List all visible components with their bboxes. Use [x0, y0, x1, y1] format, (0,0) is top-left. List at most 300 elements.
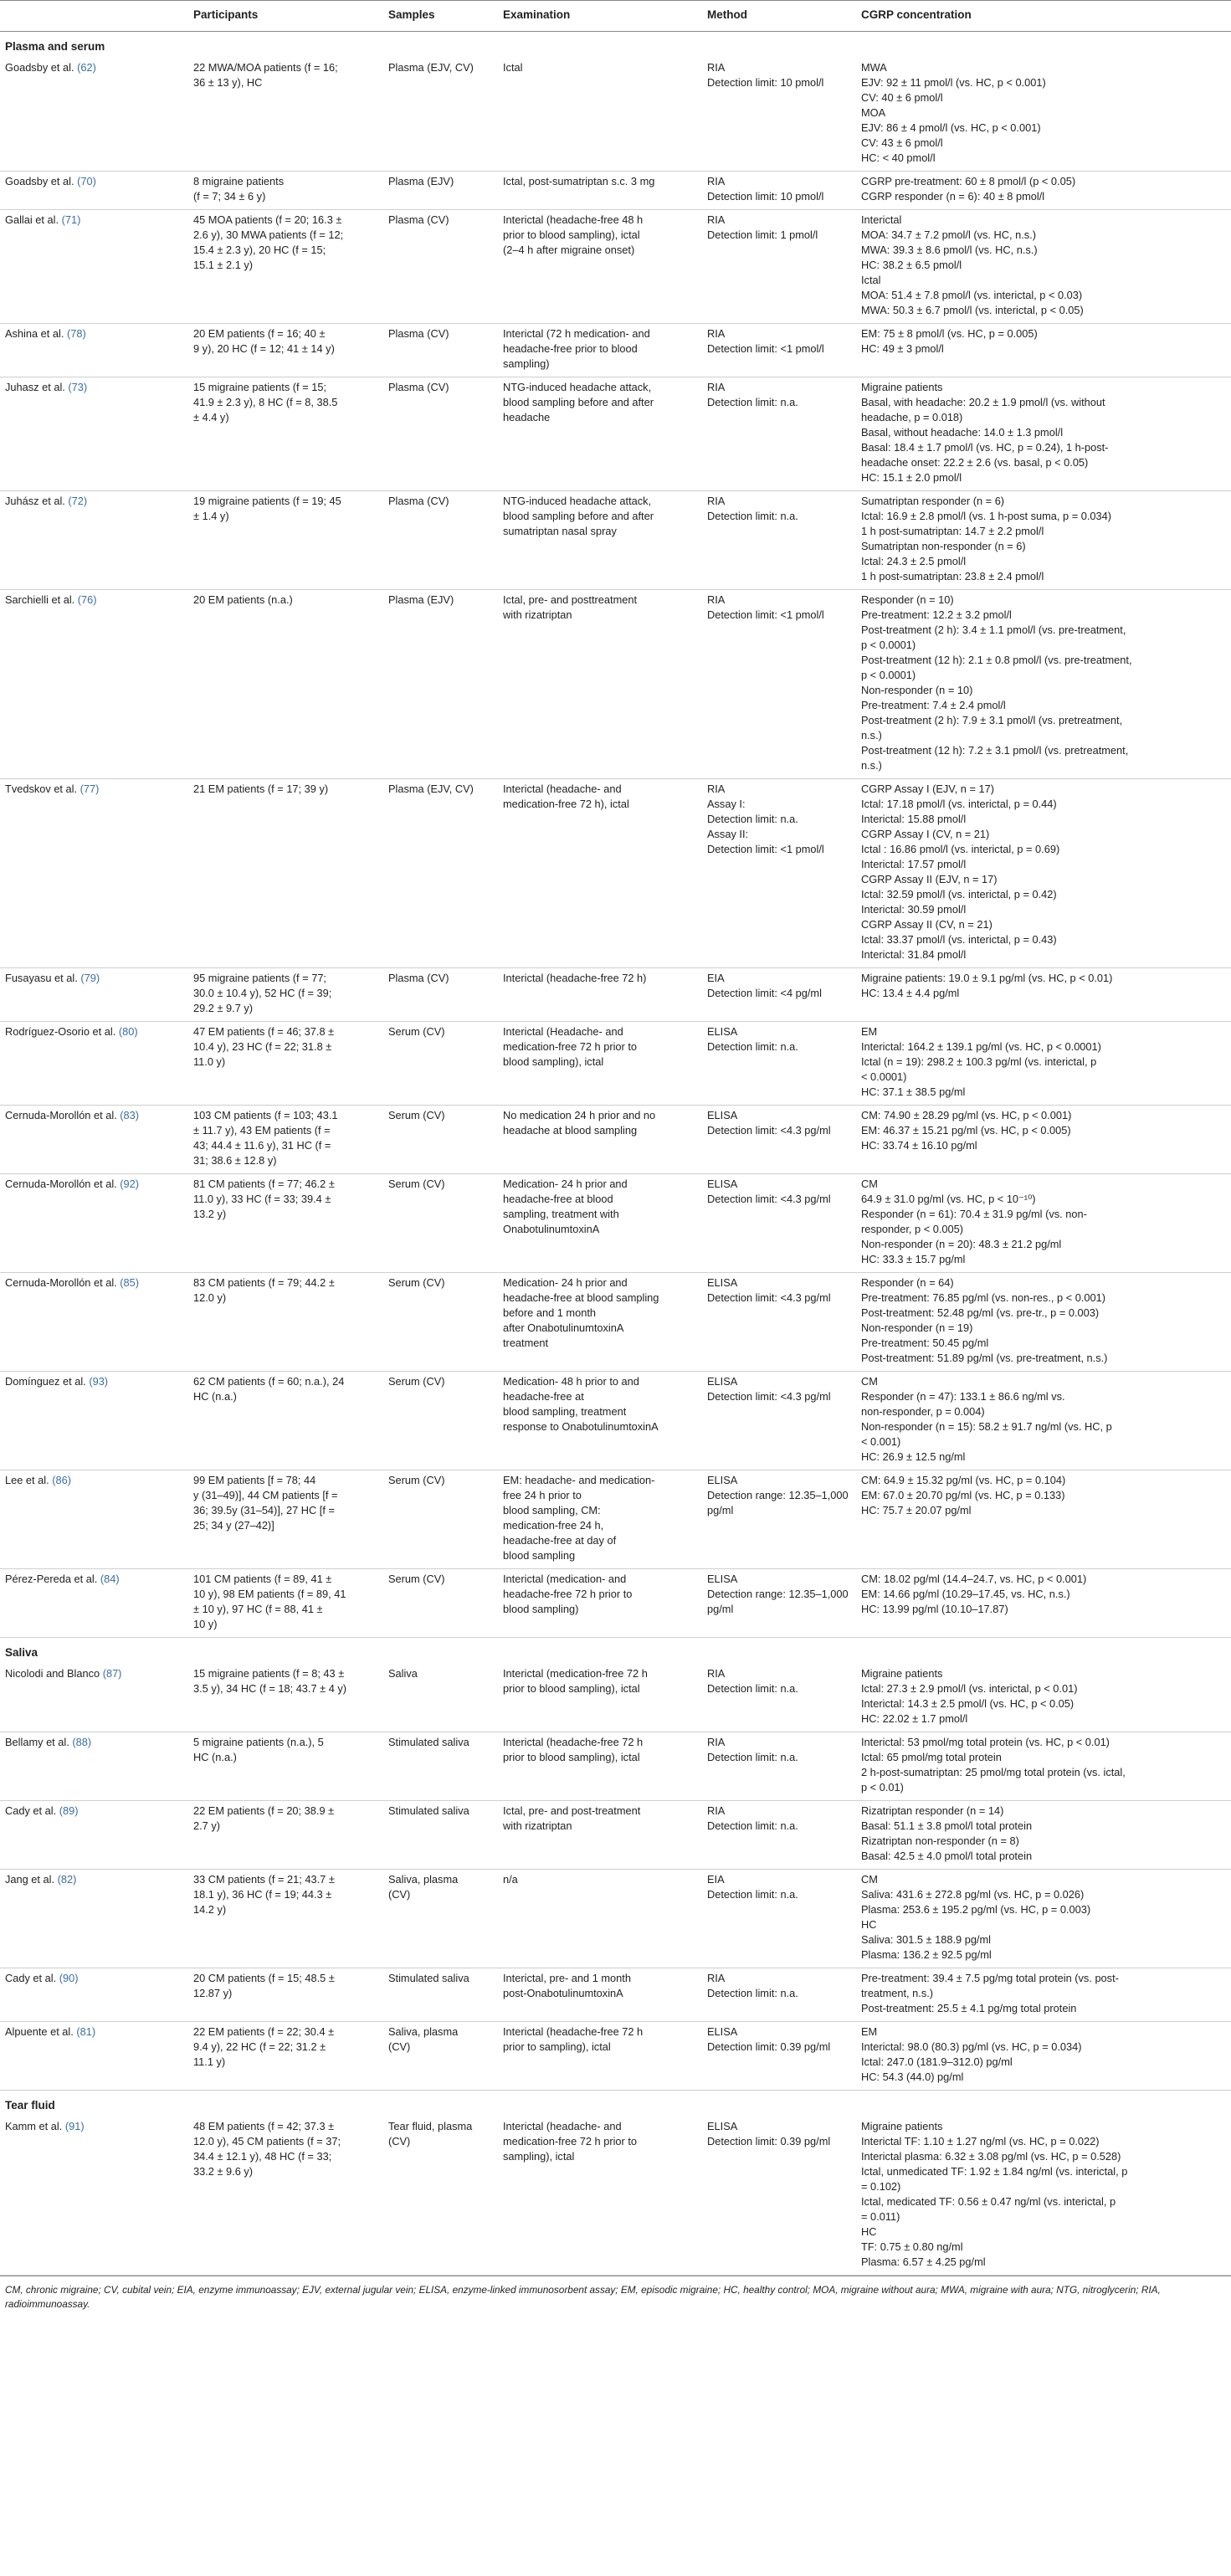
method-cell — [702, 1106, 856, 1174]
cgrp-cell-line: Pre-treatment: 50.45 pg/ml — [861, 1337, 989, 1349]
participants-cell-line: 103 CM patients (f = 103; 43.1 — [193, 1109, 338, 1121]
cgrp-cell-line: Ictal: 247.0 (181.9–312.0) pg/ml — [861, 2055, 1013, 2068]
participants-cell-line: 22 MWA/MOA patients (f = 16; — [193, 61, 338, 74]
samples-cell — [383, 1870, 498, 1968]
cgrp-cell — [856, 491, 1231, 590]
study-author: Tvedskov et al. — [5, 783, 78, 795]
cgrp-cell-line: HC: 22.02 ± 1.7 pmol/l — [861, 1712, 968, 1725]
cgrp-cell-line: EM: 67.0 ± 20.70 pg/ml (vs. HC, p = 0.133) — [861, 1489, 1065, 1501]
participants-cell-line: 95 migraine patients (f = 77; — [193, 972, 326, 984]
cgrp-cell-line: = 0.102) — [861, 2180, 901, 2193]
method-cell-line: Detection limit: n.a. — [707, 1040, 798, 1053]
table-row — [0, 1801, 1231, 1870]
examination-cell-line: headache-free prior to blood — [503, 342, 638, 355]
examination-cell-line: Ictal — [503, 61, 523, 74]
reference-link[interactable]: (80) — [118, 1025, 138, 1038]
cgrp-cell-line: Plasma: 6.57 ± 4.25 pg/ml — [861, 2255, 986, 2268]
examination-cell-line: NTG-induced headache attack, — [503, 381, 652, 393]
participants-cell-line: 11.0 y), 33 HC (f = 33; 39.4 ± — [193, 1193, 331, 1205]
examination-cell — [498, 1174, 702, 1273]
study-cell — [0, 1569, 188, 1638]
participants-cell-line: 62 CM patients (f = 60; n.a.), 24 — [193, 1375, 345, 1388]
cgrp-cell — [856, 1106, 1231, 1174]
cgrp-cell-line: Basal: 18.4 ± 1.7 pmol/l (vs. HC, p = 0.24), 1 h-post- — [861, 441, 1109, 454]
method-cell-line: ELISA — [707, 1474, 738, 1486]
table-row — [0, 590, 1231, 779]
study-author: Juhász et al. — [5, 495, 65, 507]
table-row — [0, 1732, 1231, 1801]
participants-cell-line: 30.0 ± 10.4 y), 52 HC (f = 39; — [193, 987, 332, 999]
examination-cell-line: blood sampling — [503, 1549, 576, 1562]
study-cell — [0, 779, 188, 968]
method-cell-line: EIA — [707, 972, 725, 984]
study-author: Jang et al. — [5, 1873, 55, 1886]
cgrp-cell-line: Plasma: 253.6 ± 195.2 pg/ml (vs. HC, p = 0.003) — [861, 1903, 1091, 1916]
method-cell — [702, 58, 856, 172]
study-author: Nicolodi and Blanco — [5, 1667, 100, 1680]
method-cell-line: Assay II: — [707, 828, 749, 840]
samples-cell-line: Tear fluid, plasma — [388, 2120, 473, 2132]
cgrp-cell — [856, 1022, 1231, 1106]
method-cell — [702, 1569, 856, 1638]
cgrp-cell-line: EM: 14.66 pg/ml (10.29–17.45, vs. HC, n.s.) — [861, 1588, 1070, 1600]
participants-cell-line: HC (n.a.) — [193, 1751, 237, 1763]
cgrp-cell-line: MOA: 51.4 ± 7.8 pmol/l (vs. interictal, p < 0.03) — [861, 289, 1083, 301]
method-cell-line: EIA — [707, 1873, 725, 1886]
cgrp-cell-line: Responder (n = 61): 70.4 ± 31.9 pg/ml (vs. non- — [861, 1208, 1087, 1220]
study-cell — [0, 968, 188, 1022]
examination-cell-line: headache — [503, 411, 551, 423]
reference-link[interactable]: (62) — [77, 61, 96, 74]
cgrp-cell-line: CM — [861, 1375, 878, 1388]
cgrp-cell-line: Interictal — [861, 213, 902, 226]
cgrp-cell-line: Pre-treatment: 39.4 ± 7.5 pg/mg total protein (vs. post- — [861, 1972, 1119, 1984]
samples-cell-line: (CV) — [388, 2135, 411, 2148]
cgrp-cell-line: Pre-treatment: 7.4 ± 2.4 pmol/l — [861, 699, 1006, 711]
samples-cell — [383, 1022, 498, 1106]
samples-cell — [383, 968, 498, 1022]
cgrp-cell — [856, 779, 1231, 968]
examination-cell-line: headache-free at — [503, 1390, 584, 1403]
examination-cell — [498, 779, 702, 968]
cgrp-cell-line: Pre-treatment: 76.85 pg/ml (vs. non-res., p < 0.001) — [861, 1291, 1105, 1304]
examination-cell — [498, 210, 702, 324]
reference-link[interactable]: (70) — [77, 175, 96, 187]
study-author: Goadsby et al. — [5, 61, 74, 74]
participants-cell-line: 31; 38.6 ± 12.8 y) — [193, 1154, 277, 1167]
reference-link[interactable]: (73) — [68, 381, 88, 393]
section-row — [0, 2091, 1231, 2117]
study-cell — [0, 1732, 188, 1801]
method-cell — [702, 172, 856, 210]
cgrp-cell-line: headache onset: 22.2 ± 2.6 (vs. basal, p < 0.05) — [861, 456, 1089, 469]
method-cell-line: pg/ml — [707, 1603, 734, 1615]
cgrp-cell-line: Basal: 51.1 ± 3.8 pmol/l total protein — [861, 1819, 1033, 1832]
cgrp-cell-line: Plasma: 136.2 ± 92.5 pg/ml — [861, 1948, 992, 1961]
header-study — [0, 1, 188, 32]
examination-cell — [498, 1968, 702, 2022]
method-cell-line: Detection limit: n.a. — [707, 813, 798, 825]
table-header — [0, 1, 1231, 32]
method-cell-line: ELISA — [707, 1276, 738, 1289]
method-cell-line: Assay I: — [707, 798, 746, 810]
method-cell — [702, 1273, 856, 1372]
samples-cell — [383, 2022, 498, 2091]
cgrp-cell — [856, 1870, 1231, 1968]
examination-cell — [498, 1870, 702, 1968]
study-cell — [0, 2117, 188, 2276]
reference-link[interactable]: (89) — [59, 1804, 79, 1817]
samples-cell-line: (CV) — [388, 1888, 411, 1901]
cgrp-cell-line: Interictal: 17.57 pmol/l — [861, 858, 967, 870]
cgrp-cell-line: EM — [861, 2025, 878, 2038]
study-cell — [0, 1664, 188, 1732]
participants-cell — [188, 590, 383, 779]
participants-cell-line: 2.6 y), 30 MWA patients (f = 12; — [193, 228, 344, 241]
cgrp-cell-line: Post-treatment: 51.89 pg/ml (vs. pre-treatment, n.s.) — [861, 1352, 1108, 1364]
participants-cell — [188, 1174, 383, 1273]
cgrp-cell-line: treatment, n.s.) — [861, 1987, 934, 1999]
study-cell — [0, 210, 188, 324]
participants-cell-line: 99 EM patients [f = 78; 44 — [193, 1474, 316, 1486]
participants-cell-line: 12.0 y) — [193, 1291, 227, 1304]
examination-cell-line: Medication- 48 h prior to and — [503, 1375, 639, 1388]
cgrp-cell-line: Post-treatment (12 h): 2.1 ± 0.8 pmol/l (vs. pre-treatment, — [861, 654, 1132, 666]
cgrp-cell-line: CGRP Assay I (CV, n = 21) — [861, 828, 990, 840]
reference-link[interactable]: (86) — [52, 1474, 71, 1486]
cgrp-cell — [856, 1372, 1231, 1470]
samples-cell-line: Serum (CV) — [388, 1025, 445, 1038]
cgrp-cell-line: HC — [861, 1918, 877, 1931]
examination-cell-line: headache-free at day of — [503, 1534, 617, 1547]
participants-cell-line: 9.4 y), 22 HC (f = 22; 31.2 ± — [193, 2040, 326, 2053]
method-cell-line: Detection range: 12.35–1,000 — [707, 1588, 849, 1600]
method-cell — [702, 324, 856, 377]
study-author: Gallai et al. — [5, 213, 59, 226]
cgrp-cell-line: Interictal: 14.3 ± 2.5 pmol/l (vs. HC, p < 0.05) — [861, 1697, 1075, 1710]
table-row — [0, 1106, 1231, 1174]
cgrp-cell-line: HC: 15.1 ± 2.0 pmol/l — [861, 471, 962, 484]
method-cell-line: Detection limit: <4.3 pg/ml — [707, 1124, 831, 1137]
examination-cell-line: No medication 24 h prior and no — [503, 1109, 656, 1121]
examination-cell-line: sampling), ictal — [503, 2150, 575, 2163]
examination-cell-line: NTG-induced headache attack, — [503, 495, 652, 507]
cgrp-cell-line: Basal: 42.5 ± 4.0 pmol/l total protein — [861, 1850, 1033, 1862]
examination-cell-line: Ictal, pre- and posttreatment — [503, 593, 638, 606]
cgrp-cell-line: EJV: 86 ± 4 pmol/l (vs. HC, p < 0.001) — [861, 121, 1041, 134]
study-cell — [0, 491, 188, 590]
examination-cell-line: with rizatriptan — [503, 1819, 572, 1832]
cgrp-cell — [856, 1174, 1231, 1273]
cgrp-cell-line: p < 0.01) — [861, 1781, 904, 1793]
examination-cell-line: prior to sampling), ictal — [503, 2040, 611, 2053]
participants-cell — [188, 324, 383, 377]
study-cell — [0, 1174, 188, 1273]
participants-cell-line: 10 y), 98 EM patients (f = 89, 41 — [193, 1588, 346, 1600]
cgrp-cell-line: EM — [861, 1025, 878, 1038]
examination-cell-line: Interictal (headache-free 48 h — [503, 213, 644, 226]
table-row — [0, 377, 1231, 491]
participants-cell-line: 15.4 ± 2.3 y), 20 HC (f = 15; — [193, 244, 326, 256]
method-cell-line: Detection limit: n.a. — [707, 1751, 798, 1763]
cgrp-cell-line: EM: 75 ± 8 pmol/l (vs. HC, p = 0.005) — [861, 327, 1038, 340]
reference-link[interactable]: (85) — [120, 1276, 140, 1289]
method-cell-line: Detection limit: 1 pmol/l — [707, 228, 818, 241]
study-author: Domínguez et al. — [5, 1375, 86, 1388]
method-cell-line: ELISA — [707, 1178, 738, 1190]
participants-cell-line: 11.0 y) — [193, 1055, 226, 1068]
reference-link[interactable]: (88) — [72, 1736, 92, 1748]
participants-cell-line: 20 CM patients (f = 15; 48.5 ± — [193, 1972, 335, 1984]
method-cell-line: RIA — [707, 1972, 726, 1984]
participants-cell — [188, 1968, 383, 2022]
cgrp-cell-line: Responder (n = 64) — [861, 1276, 954, 1289]
examination-cell-line: OnabotulinumtoxinA — [503, 1223, 600, 1235]
participants-cell-line: (f = 7; 34 ± 6 y) — [193, 190, 266, 203]
cgrp-cell-line: CM: 18.02 pg/ml (14.4–24.7, vs. HC, p < 0.001) — [861, 1573, 1087, 1585]
cgrp-cell-line: non-responder, p = 0.004) — [861, 1405, 985, 1418]
method-cell — [702, 1870, 856, 1968]
method-cell — [702, 1664, 856, 1732]
method-cell-line: RIA — [707, 61, 726, 74]
method-cell-line: Detection limit: n.a. — [707, 396, 798, 408]
examination-cell-line: EM: headache- and medication- — [503, 1474, 655, 1486]
reference-link[interactable]: (77) — [80, 783, 100, 795]
method-cell — [702, 1968, 856, 2022]
participants-cell — [188, 2117, 383, 2276]
reference-link[interactable]: (92) — [120, 1178, 140, 1190]
method-cell-line: Detection limit: n.a. — [707, 1819, 798, 1832]
participants-cell-line: 101 CM patients (f = 89, 41 ± — [193, 1573, 332, 1585]
samples-cell-line: Plasma (CV) — [388, 213, 449, 226]
study-cell — [0, 1106, 188, 1174]
cgrp-cell — [856, 1273, 1231, 1372]
study-author: Alpuente et al. — [5, 2025, 74, 2038]
examination-cell-line: medication-free 72 h prior to — [503, 2135, 638, 2148]
reference-link[interactable]: (71) — [61, 213, 81, 226]
cgrp-cell-line: CGRP responder (n = 6): 40 ± 8 pmol/l — [861, 190, 1045, 203]
participants-cell-line: 48 EM patients (f = 42; 37.3 ± — [193, 2120, 335, 2132]
cgrp-cell-line: Migraine patients — [861, 2120, 943, 2132]
study-cell — [0, 1273, 188, 1372]
cgrp-cell-line: Ictal: 65 pmol/mg total protein — [861, 1751, 1002, 1763]
cgrp-cell-line: CM — [861, 1178, 878, 1190]
samples-cell — [383, 1569, 498, 1638]
reference-link[interactable]: (81) — [76, 2025, 96, 2038]
cgrp-cell-line: Post-treatment: 52.48 pg/ml (vs. pre-tr., p = 0.003) — [861, 1306, 1100, 1319]
method-cell-line: Detection limit: <1 pmol/l — [707, 608, 824, 621]
examination-cell-line: Interictal (medication- and — [503, 1573, 627, 1585]
examination-cell-line: prior to blood sampling), ictal — [503, 228, 640, 241]
examination-cell-line: Medication- 24 h prior and — [503, 1276, 628, 1289]
table-row — [0, 1870, 1231, 1968]
cgrp-cell-line: Ictal: 32.59 pmol/l (vs. interictal, p = 0.42) — [861, 888, 1057, 901]
participants-cell — [188, 1664, 383, 1732]
cgrp-cell-line: Post-treatment: 25.5 ± 4.1 pg/mg total protein — [861, 2002, 1077, 2014]
method-cell-line: Detection range: 12.35–1,000 — [707, 1489, 849, 1501]
cgrp-cell — [856, 1569, 1231, 1638]
examination-cell — [498, 1664, 702, 1732]
samples-cell-line: Plasma (EJV) — [388, 593, 454, 606]
table-row — [0, 2117, 1231, 2276]
participants-cell — [188, 2022, 383, 2091]
participants-cell-line: 34.4 ± 12.1 y), 48 HC (f = 33; — [193, 2150, 332, 2163]
examination-cell — [498, 1801, 702, 1870]
cgrp-cell-line: Ictal, medicated TF: 0.56 ± 0.47 ng/ml (vs. interictal, p — [861, 2195, 1116, 2208]
cgrp-cell-line: HC: 54.3 (44.0) pg/ml — [861, 2071, 964, 2083]
participants-cell-line: 15 migraine patients (f = 8; 43 ± — [193, 1667, 345, 1680]
study-cell — [0, 1870, 188, 1968]
reference-link[interactable]: (76) — [77, 593, 97, 606]
participants-cell-line: 21 EM patients (f = 17; 39 y) — [193, 783, 329, 795]
participants-cell-line: 2.7 y) — [193, 1819, 221, 1832]
table-row — [0, 491, 1231, 590]
study-author: Bellamy et al. — [5, 1736, 69, 1748]
reference-link[interactable]: (90) — [59, 1972, 79, 1984]
method-cell-line: RIA — [707, 1804, 726, 1817]
examination-cell-line: treatment — [503, 1337, 549, 1349]
cgrp-cell-line: < 0.001) — [861, 1435, 901, 1448]
samples-cell — [383, 1732, 498, 1801]
cgrp-cell-line: CGRP Assay I (EJV, n = 17) — [861, 783, 994, 795]
examination-cell-line: headache-free at blood — [503, 1193, 613, 1205]
reference-link[interactable]: (83) — [120, 1109, 140, 1121]
cgrp-cell-line: Ictal: 27.3 ± 2.9 pmol/l (vs. interictal, p < 0.01) — [861, 1682, 1078, 1695]
samples-cell — [383, 1106, 498, 1174]
table-row — [0, 1174, 1231, 1273]
examination-cell-line: Interictal (Headache- and — [503, 1025, 623, 1038]
examination-cell-line: (2–4 h after migraine onset) — [503, 244, 635, 256]
samples-cell-line: Serum (CV) — [388, 1573, 445, 1585]
participants-cell-line: 15 migraine patients (f = 15; — [193, 381, 326, 393]
cgrp-cell — [856, 1664, 1231, 1732]
study-cell — [0, 1022, 188, 1106]
cgrp-cell-line: HC: 49 ± 3 pmol/l — [861, 342, 944, 355]
method-cell — [702, 779, 856, 968]
study-author: Cady et al. — [5, 1804, 57, 1817]
cgrp-cell-line: Interictal: 30.59 pmol/l — [861, 903, 967, 916]
examination-cell — [498, 1372, 702, 1470]
table-row — [0, 1664, 1231, 1732]
participants-cell-line: 8 migraine patients — [193, 175, 285, 187]
cgrp-cell-line: Sumatriptan responder (n = 6) — [861, 495, 1005, 507]
reference-link[interactable]: (72) — [68, 495, 88, 507]
reference-link[interactable]: (93) — [89, 1375, 109, 1388]
participants-cell — [188, 491, 383, 590]
participants-cell-line: 5 migraine patients (n.a.), 5 — [193, 1736, 324, 1748]
cgrp-cell-line: Post-treatment (2 h): 3.4 ± 1.1 pmol/l (vs. pre-treatment, — [861, 623, 1126, 636]
method-cell — [702, 968, 856, 1022]
examination-cell — [498, 590, 702, 779]
samples-cell-line: Stimulated saliva — [388, 1972, 469, 1984]
method-cell-line: RIA — [707, 381, 726, 393]
method-cell-line: Detection limit: 0.39 pg/ml — [707, 2040, 831, 2053]
samples-cell-line: Stimulated saliva — [388, 1804, 469, 1817]
cgrp-cell-line: Interictal: 98.0 (80.3) pg/ml (vs. HC, p = 0.034) — [861, 2040, 1082, 2053]
cgrp-cell-line: 64.9 ± 31.0 pg/ml (vs. HC, p < 10⁻¹⁰) — [861, 1193, 1036, 1205]
study-cell — [0, 324, 188, 377]
samples-cell — [383, 1968, 498, 2022]
samples-cell-line: Saliva, plasma — [388, 2025, 459, 2038]
cgrp-cell-line: MOA: 34.7 ± 7.2 pmol/l (vs. HC, n.s.) — [861, 228, 1036, 241]
participants-cell-line: ± 4.4 y) — [193, 411, 229, 423]
examination-cell-line: post-OnabotulinumtoxinA — [503, 1987, 623, 1999]
participants-cell-line: 33 CM patients (f = 21; 43.7 ± — [193, 1873, 335, 1886]
table-row — [0, 1372, 1231, 1470]
participants-cell-line: 83 CM patients (f = 79; 44.2 ± — [193, 1276, 335, 1289]
method-cell-line: ELISA — [707, 1025, 738, 1038]
participants-cell-line: 13.2 y) — [193, 1208, 227, 1220]
cgrp-cell-line: Interictal TF: 1.10 ± 1.27 ng/ml (vs. HC, p = 0.022) — [861, 2135, 1100, 2148]
examination-cell-line: sampling) — [503, 357, 550, 370]
study-author: Kamm et al. — [5, 2120, 63, 2132]
cgrp-cell-line: HC: 33.3 ± 15.7 pg/ml — [861, 1253, 966, 1265]
cgrp-cell-line: CGRP Assay II (EJV, n = 17) — [861, 873, 998, 885]
method-cell — [702, 1022, 856, 1106]
participants-cell-line: 19 migraine patients (f = 19; 45 — [193, 495, 341, 507]
reference-link[interactable]: (79) — [80, 972, 100, 984]
participants-cell — [188, 779, 383, 968]
study-author: Juhasz et al. — [5, 381, 65, 393]
table-row — [0, 1022, 1231, 1106]
examination-cell-line: Interictal (headache- and — [503, 2120, 622, 2132]
examination-cell-line: Interictal (72 h medication- and — [503, 327, 650, 340]
reference-link[interactable]: (78) — [67, 327, 86, 340]
cgrp-cell-line: MOA — [861, 106, 886, 119]
cgrp-cell-line: Migraine patients: 19.0 ± 9.1 pg/ml (vs. HC, p < 0.01) — [861, 972, 1113, 984]
table-row — [0, 779, 1231, 968]
cgrp-cell-line: HC: < 40 pmol/l — [861, 151, 936, 164]
method-cell — [702, 590, 856, 779]
cgrp-cell-line: HC: 13.99 pg/ml (10.10–17.87) — [861, 1603, 1008, 1615]
examination-cell — [498, 491, 702, 590]
cgrp-cell-line: HC: 33.74 ± 16.10 pg/ml — [861, 1139, 977, 1152]
reference-link[interactable]: (84) — [100, 1573, 120, 1585]
study-author: Cernuda-Morollón et al. — [5, 1109, 117, 1121]
reference-link[interactable]: (87) — [102, 1667, 122, 1680]
cgrp-cell — [856, 2022, 1231, 2091]
samples-cell — [383, 1273, 498, 1372]
study-cell — [0, 1372, 188, 1470]
participants-cell-line: 36 ± 13 y), HC — [193, 76, 263, 89]
participants-cell — [188, 1372, 383, 1470]
study-author: Cernuda-Morollón et al. — [5, 1178, 117, 1190]
cgrp-cell — [856, 210, 1231, 324]
reference-link[interactable]: (82) — [57, 1873, 77, 1886]
examination-cell-line: with rizatriptan — [503, 608, 572, 621]
method-cell-line: Detection limit: <1 pmol/l — [707, 843, 824, 855]
examination-cell-line: Interictal (headache-free 72 h — [503, 1736, 644, 1748]
cgrp-cell-line: Non-responder (n = 20): 48.3 ± 21.2 pg/ml — [861, 1238, 1062, 1250]
cgrp-cell-line: CV: 43 ± 6 pmol/l — [861, 136, 943, 149]
study-cell — [0, 1470, 188, 1569]
participants-cell-line: 22 EM patients (f = 20; 38.9 ± — [193, 1804, 335, 1817]
table-row — [0, 1470, 1231, 1569]
section-row — [0, 1638, 1231, 1665]
table-row — [0, 324, 1231, 377]
method-cell-line: RIA — [707, 1736, 726, 1748]
samples-cell-line: Serum (CV) — [388, 1276, 445, 1289]
method-cell-line: Detection limit: <4 pg/ml — [707, 987, 822, 999]
examination-cell-line: Interictal (medication-free 72 h — [503, 1667, 648, 1680]
examination-cell-line: free 24 h prior to — [503, 1489, 582, 1501]
cgrp-cell-line: HC: 75.7 ± 20.07 pg/ml — [861, 1504, 972, 1516]
examination-cell — [498, 1470, 702, 1569]
cgrp-cell-line: Pre-treatment: 12.2 ± 3.2 pmol/l — [861, 608, 1012, 621]
cgrp-cell-line: HC: 38.2 ± 6.5 pmol/l — [861, 259, 962, 271]
reference-link[interactable]: (91) — [64, 2120, 85, 2132]
method-cell-line: RIA — [707, 593, 726, 606]
